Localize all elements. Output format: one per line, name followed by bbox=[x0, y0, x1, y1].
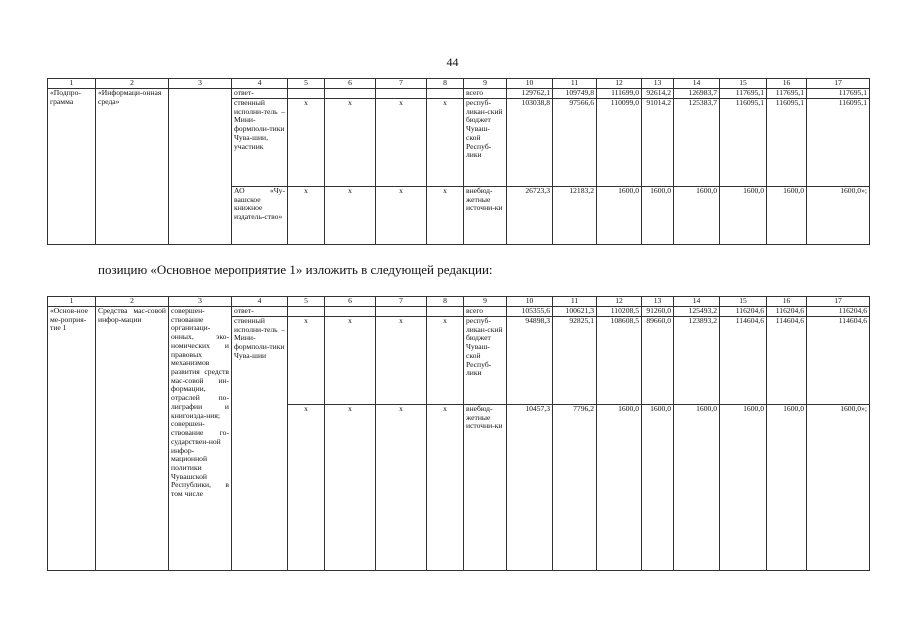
source-cell: всего bbox=[464, 307, 507, 317]
value-cell: 114604,6 bbox=[720, 317, 767, 405]
header-cell: 16 bbox=[767, 297, 807, 307]
header-cell: 15 bbox=[720, 79, 767, 89]
value-cell: 1600,0 bbox=[597, 187, 642, 245]
header-cell: 10 bbox=[507, 79, 553, 89]
header-cell: 14 bbox=[674, 297, 720, 307]
value-cell: 1600,0 bbox=[720, 405, 767, 571]
code-cell: x bbox=[376, 99, 427, 187]
value-cell: 105355,6 bbox=[507, 307, 553, 317]
header-cell: 3 bbox=[169, 297, 232, 307]
code-cell: x bbox=[427, 187, 464, 245]
code-cell: x bbox=[376, 317, 427, 405]
value-cell: 94898,3 bbox=[507, 317, 553, 405]
code-cell bbox=[325, 89, 376, 99]
code-cell: x bbox=[376, 187, 427, 245]
header-cell: 15 bbox=[720, 297, 767, 307]
code-cell: x bbox=[427, 405, 464, 571]
header-cell: 1 bbox=[48, 79, 96, 89]
value-cell: 1600,0 bbox=[767, 405, 807, 571]
header-cell: 7 bbox=[376, 297, 427, 307]
header-cell: 4 bbox=[232, 297, 288, 307]
header-cell: 4 bbox=[232, 79, 288, 89]
header-cell: 17 bbox=[807, 297, 870, 307]
code-cell bbox=[288, 89, 325, 99]
value-cell: 12183,2 bbox=[553, 187, 597, 245]
code-cell: x bbox=[288, 405, 325, 571]
header-cell: 3 bbox=[169, 79, 232, 89]
value-cell: 10457,3 bbox=[507, 405, 553, 571]
header-cell: 7 bbox=[376, 79, 427, 89]
header-cell: 1 bbox=[48, 297, 96, 307]
value-cell: 114604,6 bbox=[807, 317, 870, 405]
value-cell: 125493,2 bbox=[674, 307, 720, 317]
header-cell: 17 bbox=[807, 79, 870, 89]
source-cell: респуб-ликан-ский бюджет Чуваш-ской Респуб-лики bbox=[464, 317, 507, 405]
value-cell: 116204,6 bbox=[720, 307, 767, 317]
header-cell: 6 bbox=[325, 79, 376, 89]
table-row bbox=[48, 307, 870, 317]
name-cell: «Подпро-грамма bbox=[48, 89, 96, 245]
code-cell bbox=[376, 89, 427, 99]
value-cell: 1600,0 bbox=[642, 405, 674, 571]
code-cell: x bbox=[325, 187, 376, 245]
code-cell: x bbox=[427, 317, 464, 405]
value-cell: 1600,0 bbox=[767, 187, 807, 245]
header-cell: 5 bbox=[288, 297, 325, 307]
header-cell: 12 bbox=[597, 79, 642, 89]
value-cell: 126983,7 bbox=[674, 89, 720, 99]
executor-cell: ственный исполни-тель – Мини-формполи-тики Чува-шии, участник bbox=[232, 99, 288, 187]
code-cell: x bbox=[288, 187, 325, 245]
value-cell: 117695,1 bbox=[767, 89, 807, 99]
code-cell: x bbox=[325, 317, 376, 405]
name-cell: «Основ-ное ме-роприя-тие 1 bbox=[48, 307, 96, 571]
code-cell bbox=[376, 307, 427, 317]
value-cell: 100621,3 bbox=[553, 307, 597, 317]
task-cell: совершен-ствование организаци-онных, эко-номических и правовых механизмов развития средств мас-совой ин-формации, отраслей по-лиграфии и книгоизда-ния; совершен-ствование го-сударствен-ной инфор-мационной политики Чувашской Республики, в том числе bbox=[169, 307, 232, 571]
executor-cell: АО «Чу-вашское книжное издатель-ство» bbox=[232, 187, 288, 245]
code-cell: x bbox=[325, 99, 376, 187]
header-cell: 11 bbox=[553, 297, 597, 307]
value-cell: 7796,2 bbox=[553, 405, 597, 571]
header-cell: 11 bbox=[553, 79, 597, 89]
header-cell: 13 bbox=[642, 297, 674, 307]
code-cell bbox=[427, 89, 464, 99]
page-number: 44 bbox=[446, 55, 459, 69]
code-cell: x bbox=[325, 405, 376, 571]
value-cell: 1600,0»; bbox=[807, 405, 870, 571]
header-cell: 9 bbox=[464, 297, 507, 307]
header-cell: 16 bbox=[767, 79, 807, 89]
value-cell: 1600,0 bbox=[720, 187, 767, 245]
table-subprogram bbox=[47, 78, 870, 245]
value-cell: 129762,1 bbox=[507, 89, 553, 99]
source-cell: внебюд-жетные источни-ки bbox=[464, 405, 507, 571]
value-cell: 110208,5 bbox=[597, 307, 642, 317]
value-cell: 116095,1 bbox=[807, 99, 870, 187]
header-row bbox=[48, 79, 870, 89]
executor-cell: ственный исполни-тель – Мини-формполи-тики Чува-шии bbox=[232, 317, 288, 571]
value-cell: 1600,0 bbox=[597, 405, 642, 571]
header-cell: 5 bbox=[288, 79, 325, 89]
header-cell: 2 bbox=[96, 297, 169, 307]
value-cell: 117695,1 bbox=[720, 89, 767, 99]
value-cell: 116095,1 bbox=[767, 99, 807, 187]
value-cell: 116204,6 bbox=[807, 307, 870, 317]
executor-cell: ответ- bbox=[232, 89, 288, 99]
header-cell: 6 bbox=[325, 297, 376, 307]
task-cell bbox=[169, 89, 232, 245]
value-cell: 91260,0 bbox=[642, 307, 674, 317]
value-cell: 1600,0 bbox=[674, 405, 720, 571]
header-cell: 9 bbox=[464, 79, 507, 89]
value-cell: 114604,6 bbox=[767, 317, 807, 405]
code-cell bbox=[325, 307, 376, 317]
code-cell: x bbox=[288, 317, 325, 405]
value-cell: 111699,0 bbox=[597, 89, 642, 99]
title-cell: «Информаци-онная среда» bbox=[96, 89, 169, 245]
header-cell: 8 bbox=[427, 297, 464, 307]
code-cell: x bbox=[288, 99, 325, 187]
value-cell: 89660,0 bbox=[642, 317, 674, 405]
value-cell: 108608,5 bbox=[597, 317, 642, 405]
header-row bbox=[48, 297, 870, 307]
header-cell: 14 bbox=[674, 79, 720, 89]
value-cell: 97566,6 bbox=[553, 99, 597, 187]
table-row bbox=[48, 89, 870, 99]
value-cell: 92614,2 bbox=[642, 89, 674, 99]
source-cell: внебюд-жетные источни-ки bbox=[464, 187, 507, 245]
value-cell: 116095,1 bbox=[720, 99, 767, 187]
value-cell: 92825,1 bbox=[553, 317, 597, 405]
value-cell: 116204,6 bbox=[767, 307, 807, 317]
header-cell: 2 bbox=[96, 79, 169, 89]
value-cell: 125383,7 bbox=[674, 99, 720, 187]
executor-cell: ответ- bbox=[232, 307, 288, 317]
header-cell: 8 bbox=[427, 79, 464, 89]
value-cell: 123893,2 bbox=[674, 317, 720, 405]
header-cell: 12 bbox=[597, 297, 642, 307]
title-cell: Средства мас-совой инфор-мации bbox=[96, 307, 169, 571]
instruction-text: позицию «Основное мероприятие 1» изложить в следующей редакции: bbox=[98, 262, 493, 277]
value-cell: 117695,1 bbox=[807, 89, 870, 99]
code-cell: x bbox=[376, 405, 427, 571]
value-cell: 1600,0»; bbox=[807, 187, 870, 245]
header-cell: 10 bbox=[507, 297, 553, 307]
header-cell: 13 bbox=[642, 79, 674, 89]
table-main-activity bbox=[47, 296, 870, 571]
value-cell: 91014,2 bbox=[642, 99, 674, 187]
value-cell: 103038,8 bbox=[507, 99, 553, 187]
source-cell: всего bbox=[464, 89, 507, 99]
value-cell: 110099,0 bbox=[597, 99, 642, 187]
value-cell: 109749,8 bbox=[553, 89, 597, 99]
value-cell: 1600,0 bbox=[642, 187, 674, 245]
code-cell bbox=[427, 307, 464, 317]
code-cell bbox=[288, 307, 325, 317]
value-cell: 1600,0 bbox=[674, 187, 720, 245]
source-cell: респуб-ликан-ский бюджет Чуваш-ской Респуб-лики bbox=[464, 99, 507, 187]
value-cell: 26723,3 bbox=[507, 187, 553, 245]
code-cell: x bbox=[427, 99, 464, 187]
